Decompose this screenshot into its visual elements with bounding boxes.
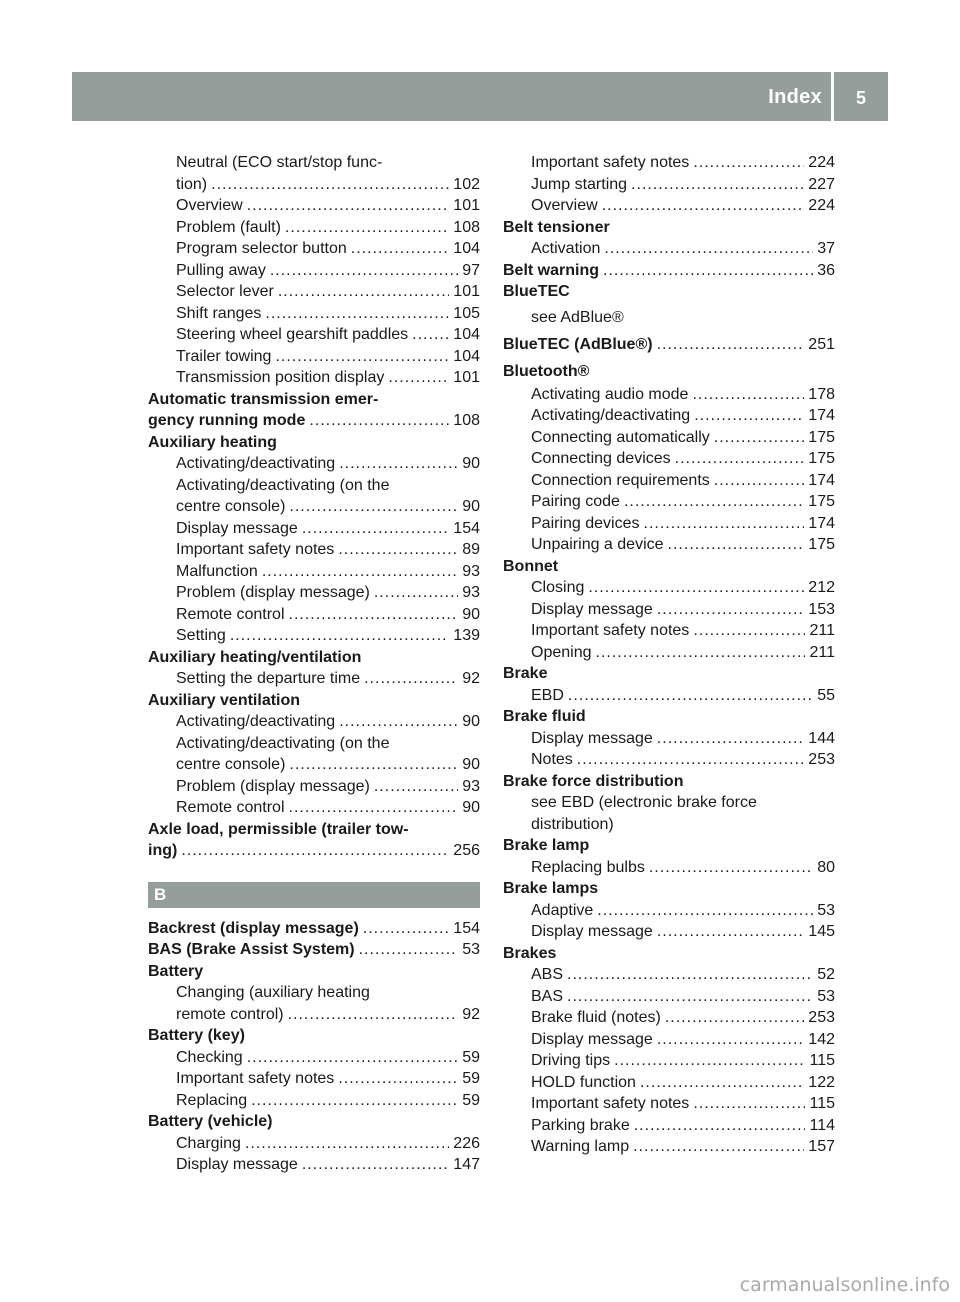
leader-dots (338, 1068, 458, 1090)
index-sub-entry[interactable] (148, 453, 480, 475)
leader-dots (634, 1115, 806, 1137)
leader-dots (640, 1072, 804, 1094)
entry-label: Jump starting (531, 175, 628, 193)
entry-label: Parking brake (531, 1116, 630, 1134)
leader-dots (693, 620, 805, 642)
leader-dots (568, 685, 813, 707)
leader-dots (657, 330, 805, 360)
entry-label: Driving tips (531, 1052, 611, 1069)
leader-dots (351, 238, 450, 260)
entry-label: Connecting automatically (531, 428, 710, 446)
entry-label: Program selector button (176, 240, 347, 257)
entry-page-number: 36 (817, 261, 835, 279)
index-sub-entry[interactable] (503, 964, 835, 986)
entry-page-number: 108 (453, 218, 480, 236)
index-cross-reference: see EBD (electronic brake force (531, 794, 757, 811)
index-sub-entry[interactable] (503, 921, 835, 943)
entry-label: Display message (531, 923, 653, 940)
index-sub-entry[interactable] (148, 668, 480, 690)
entry-page-number: 90 (462, 605, 480, 623)
entry-page-number: 90 (462, 756, 480, 773)
leader-dots (181, 840, 449, 862)
entry-label: Setting (176, 627, 226, 644)
index-sub-entry[interactable] (503, 577, 835, 599)
entry-label: Display message (531, 729, 653, 747)
index-sub-entry[interactable] (503, 857, 835, 879)
entry-page-number: 89 (462, 541, 480, 558)
entry-label: centre console) (176, 756, 286, 773)
leader-dots (247, 195, 450, 217)
index-sub-entry[interactable] (503, 470, 835, 492)
entry-page-number: 97 (462, 261, 480, 279)
entry-label: Activating/deactivating (176, 713, 336, 730)
entry-page-number: 93 (462, 562, 480, 580)
index-sub-entry[interactable] (503, 384, 835, 406)
leader-dots (288, 1004, 459, 1026)
index-main-entry[interactable] (503, 260, 835, 282)
entry-page-number: 93 (462, 584, 480, 601)
entry-page-number: 59 (462, 1048, 480, 1066)
entry-label: Important safety notes (531, 622, 690, 639)
index-heading: Brake fluid (503, 708, 586, 725)
index-sub-entry[interactable] (503, 1007, 835, 1029)
leader-dots (714, 427, 805, 449)
entry-label: Steering wheel gearshift paddles (176, 326, 409, 343)
leader-dots (302, 1154, 449, 1176)
index-heading: BlueTEC (503, 283, 570, 300)
entry-label: Transmission position display (176, 369, 385, 386)
entry-page-number: 90 (462, 799, 480, 816)
entry-label: Display message (176, 1156, 298, 1173)
index-heading: Battery (148, 962, 204, 980)
entry-page-number: 104 (453, 326, 480, 343)
index-sub-entry[interactable] (503, 900, 835, 922)
entry-page-number: 93 (462, 777, 480, 795)
index-sub-entry[interactable] (148, 238, 480, 260)
entry-page-number: 90 (462, 498, 480, 515)
entry-page-number: 90 (462, 713, 480, 730)
leader-dots (262, 561, 458, 583)
leader-dots (251, 1090, 458, 1112)
entry-page-number: 253 (808, 751, 835, 768)
entry-page-number: 114 (809, 1116, 835, 1134)
leader-dots (339, 453, 458, 475)
entry-page-number: 224 (808, 197, 835, 214)
entry-page-number: 154 (453, 519, 480, 537)
entry-label: Important safety notes (531, 154, 690, 171)
entry-label: Connection requirements (531, 471, 710, 489)
index-sub-entry[interactable] (503, 491, 835, 513)
page-header (72, 72, 888, 121)
leader-dots (597, 900, 813, 922)
entry-label: Overview (176, 197, 243, 214)
leader-dots (364, 668, 458, 690)
index-sub-entry[interactable] (148, 518, 480, 540)
entry-label: Problem (fault) (176, 218, 281, 236)
entry-page-number: 251 (808, 335, 835, 353)
leader-dots (275, 346, 449, 368)
entry-label: Backrest (display message) (148, 919, 359, 937)
index-sub-entry[interactable] (503, 1115, 835, 1137)
entry-page-number: 212 (808, 579, 835, 596)
entry-label: Opening (531, 643, 592, 661)
index-column-left (148, 152, 480, 1176)
index-sub-entry[interactable] (148, 324, 480, 346)
leader-dots (289, 496, 458, 518)
index-sub-entry[interactable] (503, 174, 835, 196)
index-sub-entry[interactable] (148, 346, 480, 368)
index-sub-entry[interactable] (148, 367, 480, 389)
leader-dots (289, 754, 458, 776)
index-heading: Brake lamps (503, 880, 599, 897)
entry-page-number: 52 (817, 966, 835, 983)
entry-page-number: 253 (808, 1009, 835, 1026)
index-sub-entry[interactable] (148, 1090, 480, 1112)
index-main-entry[interactable] (148, 840, 480, 862)
index-sub-entry[interactable] (503, 986, 835, 1008)
index-sub-entry[interactable] (503, 749, 835, 771)
index-sub-entry[interactable] (148, 604, 480, 626)
index-main-entry[interactable] (503, 330, 835, 357)
entry-label: Activating/deactivating (531, 407, 691, 424)
entry-label: Replacing bulbs (531, 858, 645, 876)
entry-label: Important safety notes (176, 1070, 335, 1087)
leader-dots (567, 964, 813, 986)
entry-page-number: 80 (817, 858, 835, 876)
leader-dots (374, 582, 458, 604)
entry-label: Shift ranges (176, 304, 262, 322)
leader-dots (247, 1047, 459, 1069)
entry-page-number: 104 (453, 240, 480, 257)
index-sub-entry[interactable] (503, 642, 835, 664)
leader-dots (603, 260, 813, 282)
entry-label: Charging (176, 1134, 241, 1152)
leader-dots (285, 217, 449, 239)
leader-dots (230, 625, 449, 647)
entry-page-number: 211 (809, 643, 835, 661)
leader-dots (339, 711, 458, 733)
index-heading: Brake force distribution (503, 772, 684, 790)
index-sub-entry[interactable] (148, 260, 480, 282)
index-heading: Battery (vehicle) (148, 1113, 273, 1130)
index-heading: Automatic transmission emer- (148, 390, 379, 408)
index-sub-entry[interactable] (148, 281, 480, 303)
entry-page-number: 175 (808, 536, 835, 553)
leader-dots (412, 324, 449, 346)
leader-dots (602, 195, 805, 217)
entry-label: Display message (531, 600, 653, 618)
entry-label: remote control) (176, 1005, 284, 1023)
entry-page-number: 154 (453, 919, 480, 937)
entry-page-number: 55 (817, 686, 835, 704)
index-heading: Bluetooth® (503, 362, 590, 380)
entry-page-number: 175 (808, 450, 835, 467)
leader-dots (614, 1050, 805, 1072)
index-heading: Brake (503, 665, 548, 682)
index-sub-entry[interactable] (148, 539, 480, 561)
entry-label: gency running mode (148, 412, 306, 429)
leader-dots (338, 539, 458, 561)
index-sub-entry[interactable] (148, 1133, 480, 1155)
leader-dots (245, 1133, 449, 1155)
header-divider (831, 72, 834, 121)
entry-label: EBD (531, 686, 564, 704)
index-sub-entry[interactable] (148, 1004, 480, 1026)
index-sub-entry-wrapped: Activating/deactivating (on the (176, 734, 390, 752)
watermark: carmanualsonline.info (739, 1274, 950, 1296)
index-main-entry[interactable] (148, 410, 480, 432)
index-sub-entry[interactable] (148, 754, 480, 776)
index-sub-entry[interactable] (148, 496, 480, 518)
index-sub-entry[interactable] (148, 625, 480, 647)
index-sub-entry[interactable] (503, 448, 835, 470)
leader-dots (693, 152, 804, 174)
leader-dots (694, 405, 804, 427)
index-heading: Axle load, permissible (trailer tow- (148, 820, 409, 838)
entry-page-number: 174 (808, 407, 835, 424)
entry-label: Notes (531, 751, 573, 768)
leader-dots (374, 776, 458, 798)
index-sub-entry[interactable] (148, 195, 480, 217)
index-sub-entry[interactable] (503, 728, 835, 750)
entry-label: HOLD function (531, 1073, 636, 1091)
leader-dots (624, 491, 804, 513)
entry-page-number: 37 (817, 240, 835, 257)
entry-page-number: 178 (808, 385, 835, 403)
index-cross-reference: distribution) (531, 815, 614, 833)
index-column-right (503, 152, 835, 1158)
index-heading: Auxiliary heating/ventilation (148, 648, 362, 666)
index-heading: Brake lamp (503, 837, 590, 854)
entry-page-number: 256 (453, 842, 480, 859)
entry-page-number: 174 (808, 514, 835, 532)
index-sub-entry[interactable] (148, 1047, 480, 1069)
entry-page-number: 104 (453, 347, 480, 365)
index-heading: Auxiliary heating (148, 433, 277, 451)
index-sub-entry[interactable] (503, 238, 835, 260)
index-sub-entry[interactable] (148, 1154, 480, 1176)
index-sub-entry[interactable] (148, 582, 480, 604)
entry-page-number: 92 (462, 670, 480, 687)
entry-page-number: 101 (453, 283, 480, 300)
entry-page-number: 174 (808, 471, 835, 489)
index-sub-entry[interactable] (503, 405, 835, 427)
index-heading: Battery (key) (148, 1027, 245, 1044)
entry-label: Problem (display message) (176, 584, 370, 601)
index-cross-reference: see AdBlue® (531, 308, 624, 326)
entry-label: Activation (531, 240, 601, 257)
entry-page-number: 108 (453, 412, 480, 429)
index-sub-entry[interactable] (148, 303, 480, 325)
entry-page-number: 105 (453, 304, 480, 322)
entry-page-number: 211 (809, 622, 835, 639)
entry-page-number: 101 (453, 369, 480, 386)
leader-dots (270, 260, 458, 282)
entry-page-number: 175 (808, 493, 835, 510)
index-main-entry[interactable] (148, 918, 480, 940)
index-heading: Brakes (503, 944, 557, 962)
index-sub-entry-wrapped: Activating/deactivating (on the (176, 476, 390, 494)
leader-dots (668, 534, 805, 556)
entry-page-number: 175 (808, 428, 835, 446)
entry-label: Trailer towing (176, 347, 272, 365)
leader-dots (577, 749, 805, 771)
index-sub-entry[interactable] (148, 217, 480, 239)
index-sub-entry-wrapped: Changing (auxiliary heating (176, 984, 370, 1001)
index-main-entry[interactable] (148, 939, 480, 961)
index-sub-entry[interactable] (148, 561, 480, 583)
leader-dots (657, 599, 804, 621)
entry-label: BlueTEC (AdBlue®) (503, 335, 653, 353)
entry-label: Closing (531, 579, 585, 596)
entry-page-number: 227 (808, 175, 835, 193)
entry-label: Warning lamp (531, 1138, 630, 1155)
entry-label: Unpairing a device (531, 536, 664, 553)
entry-page-number: 53 (817, 987, 835, 1005)
leader-dots (657, 1029, 804, 1051)
entry-page-number: 115 (809, 1052, 835, 1069)
entry-page-number: 53 (817, 901, 835, 919)
leader-dots (657, 921, 804, 943)
entry-label: ing) (148, 842, 178, 859)
entry-page-number: 147 (453, 1156, 480, 1173)
entry-label: Activating audio mode (531, 385, 689, 403)
entry-page-number: 102 (453, 175, 480, 193)
leader-dots (596, 642, 806, 664)
entry-page-number: 226 (453, 1134, 480, 1152)
entry-page-number: 139 (453, 627, 480, 644)
entry-page-number: 142 (808, 1030, 835, 1048)
index-sub-entry[interactable] (503, 1029, 835, 1051)
leader-dots (388, 367, 449, 389)
entry-page-number: 92 (462, 1005, 480, 1023)
leader-dots (302, 518, 449, 540)
page-number: 5 (855, 88, 866, 108)
entry-label: Checking (176, 1048, 243, 1066)
entry-page-number: 224 (808, 154, 835, 171)
index-sub-entry[interactable] (503, 1136, 835, 1158)
index-sub-entry[interactable] (148, 174, 480, 196)
entry-page-number: 122 (808, 1073, 835, 1091)
entry-label: Malfunction (176, 562, 258, 580)
leader-dots (693, 1093, 805, 1115)
entry-page-number: 90 (462, 455, 480, 472)
entry-label: BAS (Brake Assist System) (148, 941, 355, 958)
leader-dots (649, 857, 813, 879)
index-sub-entry-wrapped: Neutral (ECO start/stop func- (176, 154, 383, 171)
entry-page-number: 145 (808, 923, 835, 940)
entry-label: Display message (176, 519, 298, 537)
entry-page-number: 153 (808, 600, 835, 618)
leader-dots (289, 604, 459, 626)
leader-dots (644, 513, 805, 535)
index-sub-entry[interactable] (503, 195, 835, 217)
index-sub-entry[interactable] (503, 534, 835, 556)
entry-label: Selector lever (176, 283, 274, 300)
leader-dots (309, 410, 449, 432)
entry-page-number: 144 (808, 729, 835, 747)
index-heading: Auxiliary ventilation (148, 691, 301, 709)
leader-dots (633, 1136, 804, 1158)
entry-label: tion) (176, 175, 208, 193)
entry-label: Remote control (176, 799, 285, 816)
leader-dots (265, 303, 449, 325)
index-heading: Belt tensioner (503, 218, 610, 236)
entry-label: Problem (display message) (176, 777, 370, 795)
entry-label: Connecting devices (531, 450, 671, 467)
entry-label: Display message (531, 1030, 653, 1048)
entry-label: Important safety notes (176, 541, 335, 558)
index-sub-entry[interactable] (148, 797, 480, 819)
entry-label: Belt warning (503, 261, 600, 279)
entry-label: Brake fluid (notes) (531, 1009, 661, 1026)
entry-label: Important safety notes (531, 1095, 690, 1112)
entry-page-number: 115 (809, 1095, 835, 1112)
leader-dots (714, 470, 805, 492)
leader-dots (657, 728, 804, 750)
index-sub-entry[interactable] (503, 599, 835, 621)
index-sub-entry[interactable] (503, 620, 835, 642)
leader-dots (211, 174, 449, 196)
leader-dots (665, 1007, 804, 1029)
index-sub-entry[interactable] (148, 1068, 480, 1090)
entry-page-number: 59 (462, 1070, 480, 1087)
leader-dots (588, 577, 804, 599)
entry-label: Pairing code (531, 493, 620, 510)
entry-label: Overview (531, 197, 598, 214)
leader-dots (692, 384, 804, 406)
entry-label: Remote control (176, 605, 285, 623)
index-sub-entry[interactable] (503, 427, 835, 449)
entry-label: Replacing (176, 1091, 248, 1109)
entry-label: Activating/deactivating (176, 455, 336, 472)
leader-dots (631, 174, 804, 196)
leader-dots (359, 939, 459, 961)
entry-page-number: 101 (453, 197, 480, 214)
leader-dots (363, 918, 450, 940)
entry-page-number: 157 (808, 1138, 835, 1155)
entry-page-number: 59 (462, 1091, 480, 1109)
index-sub-entry[interactable] (503, 1093, 835, 1115)
entry-label: ABS (531, 966, 564, 983)
entry-page-number: 53 (462, 941, 480, 958)
index-heading: Bonnet (503, 557, 559, 575)
entry-label: Pairing devices (531, 514, 640, 532)
leader-dots (604, 238, 813, 260)
entry-label: Pulling away (176, 261, 266, 279)
index-sub-entry[interactable] (503, 513, 835, 535)
leader-dots (289, 797, 459, 819)
header-title: Index (768, 86, 822, 108)
entry-label: BAS (531, 987, 564, 1005)
index-sub-entry[interactable] (503, 685, 835, 707)
section-header: B (148, 882, 480, 908)
index-sub-entry[interactable] (148, 711, 480, 733)
leader-dots (278, 281, 449, 303)
index-sub-entry[interactable] (503, 1050, 835, 1072)
entry-label: Setting the departure time (176, 670, 361, 687)
index-sub-entry[interactable] (503, 1072, 835, 1094)
entry-label: centre console) (176, 498, 286, 515)
entry-label: Adaptive (531, 901, 594, 919)
leader-dots (675, 448, 805, 470)
index-sub-entry[interactable] (503, 152, 835, 174)
leader-dots (567, 986, 813, 1008)
index-sub-entry[interactable] (148, 776, 480, 798)
